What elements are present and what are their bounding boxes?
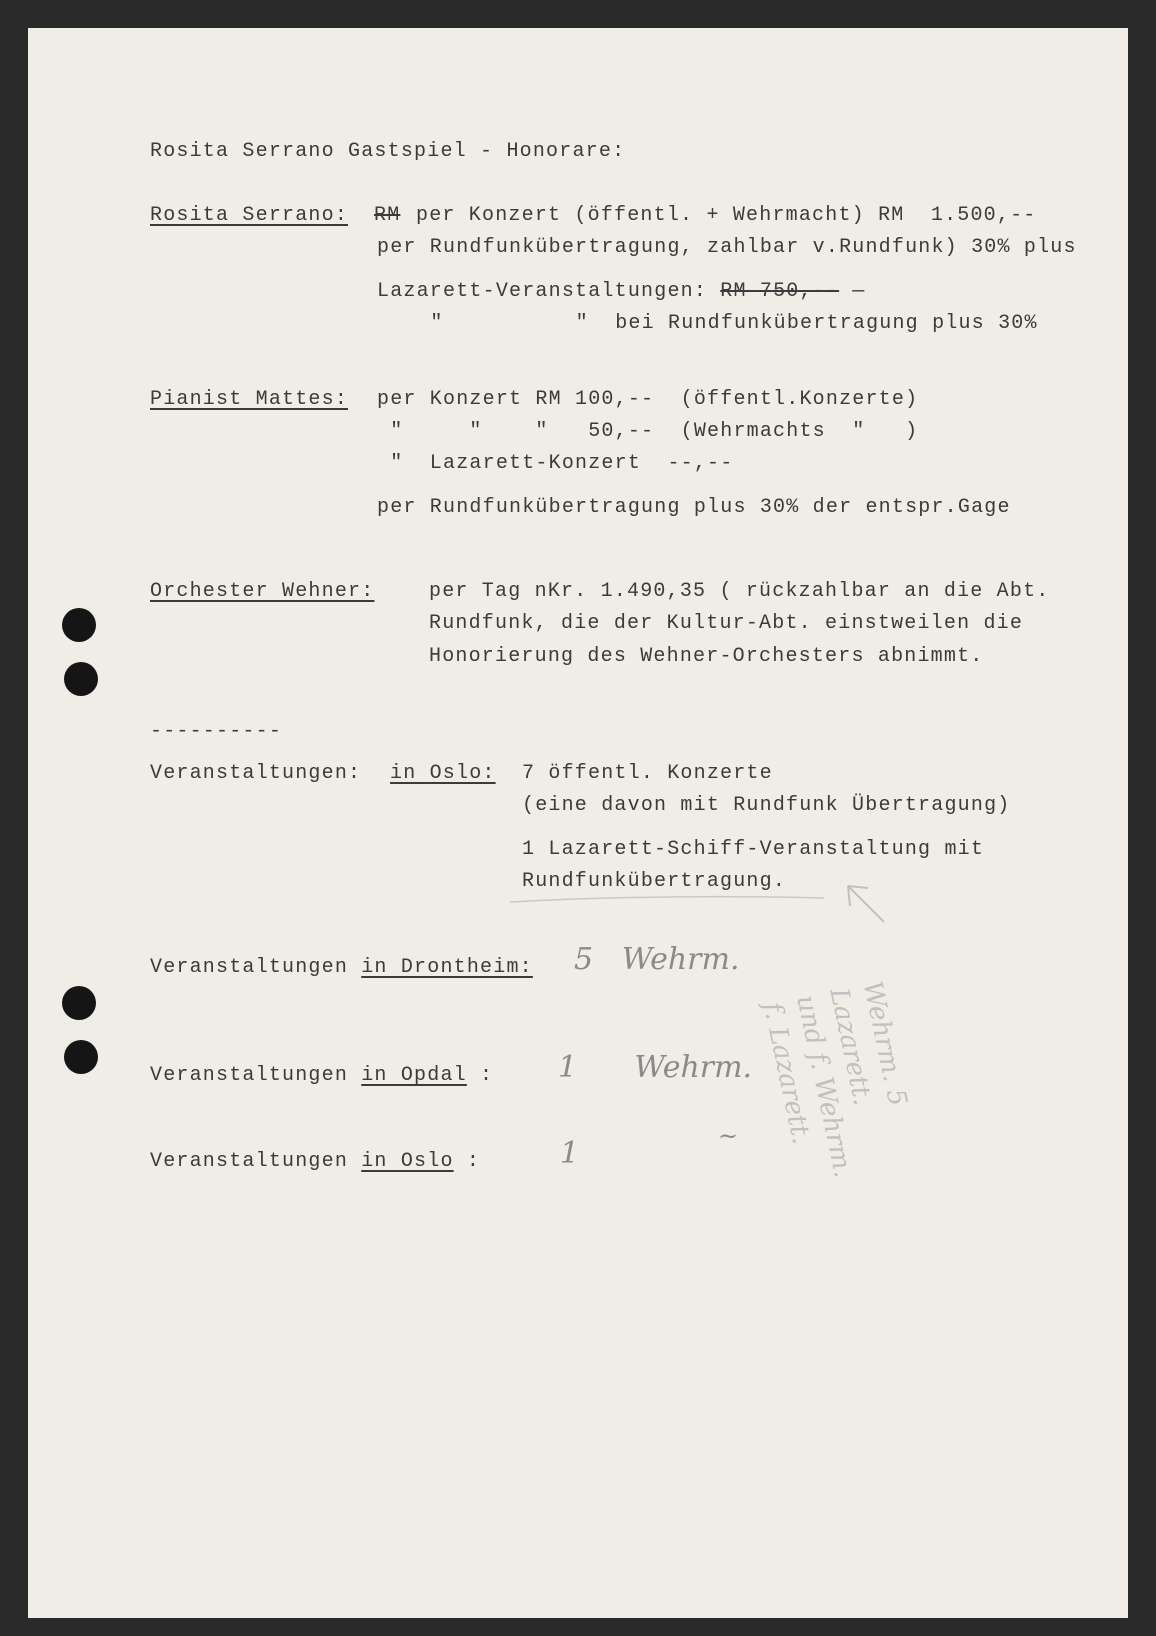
separator-line: ----------: [150, 720, 283, 743]
opdal-row: Veranstaltungen in Opdal :: [150, 1064, 494, 1087]
punch-hole: [64, 662, 98, 696]
wehner-line-3: Honorierung des Wehner-Orchesters abnimmt.: [429, 645, 984, 668]
mattes-line-4: per Rundfunkübertragung plus 30% der entspr.Gage: [377, 496, 1011, 519]
drontheim-handwritten-note: 5 Wehrm.: [574, 942, 740, 977]
document-title: Rosita Serrano Gastspiel - Honorare:: [150, 140, 626, 163]
oslo1-line-1: 7 öffentl. Konzerte: [522, 762, 773, 785]
serrano-line-2: per Rundfunkübertragung, zahlbar v.Rundfunk) 30% plus: [377, 236, 1077, 259]
pencil-stroke: [508, 892, 828, 906]
document-page: [28, 28, 1128, 1618]
oslo1-line-4: Rundfunkübertragung.: [522, 870, 787, 893]
oslo1-place: in Oslo:: [390, 762, 496, 785]
wehner-label: Orchester Wehner:: [150, 580, 375, 603]
oslo1-line-3: 1 Lazarett-Schiff-Veranstaltung mit: [522, 838, 985, 861]
drontheim-row: Veranstaltungen in Drontheim:: [150, 956, 533, 979]
serrano-line-3: Lazarett-Veranstaltungen: RM 750,-- —: [377, 280, 866, 303]
mattes-line-3: " Lazarett-Konzert --,--: [377, 452, 734, 475]
margin-handwritten-note: Wehrm. 5 Lazarett. und f. Wehrm. f. Lazarett.: [756, 978, 913, 1181]
oslo2-handwritten-mark: ~: [718, 1122, 739, 1150]
oslo2-row: Veranstaltungen in Oslo :: [150, 1150, 481, 1173]
oslo1-line-2: (eine davon mit Rundfunk Übertragung): [522, 794, 1011, 817]
mattes-label: Pianist Mattes:: [150, 388, 349, 411]
serrano-struck-prefix: RM: [374, 204, 401, 227]
oslo1-label: Veranstaltungen:: [150, 762, 362, 785]
opdal-handwritten-note: 1 Wehrm.: [558, 1050, 753, 1085]
pencil-arrow-icon: [838, 878, 898, 938]
wehner-line-2: Rundfunk, die der Kultur-Abt. einstweilen die: [429, 612, 1024, 635]
mattes-line-2: " " " 50,-- (Wehrmachts " ): [377, 420, 919, 443]
oslo2-handwritten-note: 1: [560, 1136, 580, 1171]
mattes-line-1: per Konzert RM 100,-- (öffentl.Konzerte): [377, 388, 919, 411]
serrano-line-4: " " bei Rundfunkübertragung plus 30%: [404, 312, 1038, 335]
punch-hole: [62, 986, 96, 1020]
serrano-label: Rosita Serrano:: [150, 204, 349, 227]
punch-hole: [64, 1040, 98, 1074]
wehner-line-1: per Tag nKr. 1.490,35 ( rückzahlbar an die Abt.: [429, 580, 1050, 603]
punch-hole: [62, 608, 96, 642]
serrano-line-1: per Konzert (öffentl. + Wehrmacht) RM 1.500,--: [416, 204, 1037, 227]
